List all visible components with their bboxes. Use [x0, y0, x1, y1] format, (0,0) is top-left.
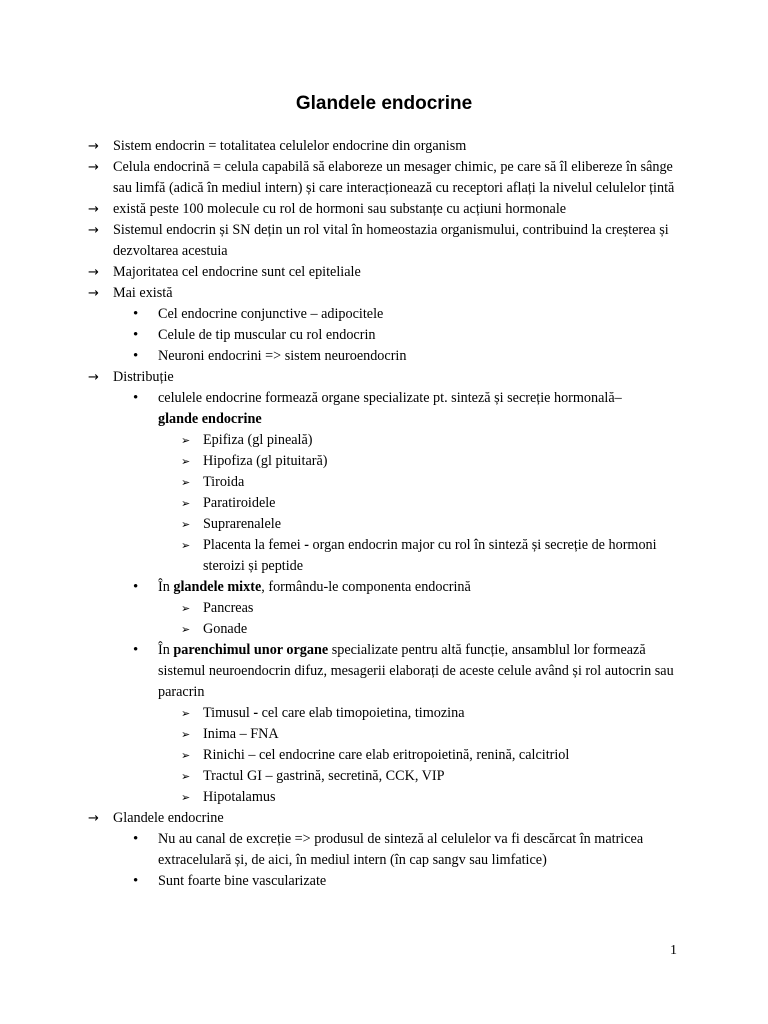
item-text: , formându-le componenta endocrină	[261, 579, 471, 595]
list-item	[88, 724, 688, 745]
item-text: există peste 100 molecule cu rol de hormoni sau substanțe cu acțiuni hormonale	[113, 201, 567, 217]
item-text: Mai există	[113, 285, 173, 301]
item-text: celulele endocrine formează organe specializate pt. sinteză și secreție hormonală–	[158, 390, 622, 406]
item-text: Sunt foarte bine vascularizate	[158, 873, 327, 889]
item-text: Inima – FNA	[203, 726, 279, 742]
arrowhead-icon: ➢	[181, 770, 191, 783]
list-item	[88, 451, 688, 472]
arrowhead-icon: ➢	[181, 539, 191, 552]
arrow-icon: →	[88, 160, 99, 175]
item-text: Gonade	[203, 621, 248, 637]
list-item	[88, 640, 688, 703]
item-text: În	[158, 642, 174, 658]
item-text: organ endocrin major cu rol în sinteză și secreție de hormoni steroizi și peptide	[203, 537, 657, 574]
arrowhead-icon: ➢	[181, 497, 191, 510]
item-text: Sistem endocrin = totalitatea celulelor endocrine din organism	[113, 138, 467, 154]
list-item	[88, 514, 688, 535]
list-item	[88, 766, 688, 787]
item-bold-text: parenchimul unor organe	[173, 642, 329, 658]
item-text: Epifiza (gl pineală)	[203, 432, 313, 448]
item-text: Tractul GI – gastrină, secretină, CCK, VIP	[203, 768, 445, 784]
bullet-icon: •	[133, 390, 139, 406]
list-item	[88, 535, 688, 577]
item-bold-text: glandele mixte	[173, 579, 262, 595]
list-item	[88, 283, 688, 304]
list-item	[88, 577, 688, 598]
bullet-icon: •	[133, 306, 139, 322]
item-text: cel care elab timopoietina, timozina	[261, 705, 465, 721]
item-text: Timusul	[203, 705, 250, 721]
list-item	[88, 304, 688, 325]
item-bold-text: -	[300, 537, 313, 553]
arrowhead-icon: ➢	[181, 749, 191, 762]
item-text: Pancreas	[203, 600, 254, 616]
item-text: Hipotalamus	[203, 789, 276, 805]
list-item	[88, 199, 688, 220]
arrowhead-icon: ➢	[181, 476, 191, 489]
arrowhead-icon: ➢	[181, 455, 191, 468]
arrowhead-icon: ➢	[181, 707, 191, 720]
item-text: Distribuție	[113, 369, 174, 385]
item-text: Hipofiza (gl pituitară)	[203, 453, 328, 469]
item-text: Tiroida	[203, 474, 245, 490]
arrow-icon: →	[88, 811, 99, 826]
item-text: Celula endocrină = celula capabilă să elaboreze un mesager chimic, pe care să îl elibereze în sânge sau limfă (adică în mediul intern) și care interacționează cu receptori aflați la nivelul celulelor țintă	[113, 159, 675, 196]
list-item	[88, 388, 688, 430]
arrow-icon: →	[88, 202, 99, 217]
list-item	[88, 493, 688, 514]
arrowhead-icon: ➢	[181, 434, 191, 447]
list-item	[88, 262, 688, 283]
item-text: Rinichi – cel endocrine care elab eritropoietină, renină, calcitriol	[203, 747, 570, 763]
list-item	[88, 871, 688, 892]
list-item	[88, 787, 688, 808]
list-item	[88, 430, 688, 451]
bullet-icon: •	[133, 831, 139, 847]
list-item	[88, 829, 688, 871]
bullet-icon: •	[133, 873, 139, 889]
list-item	[88, 367, 688, 388]
item-text: Placenta la femei	[203, 537, 301, 553]
list-item	[88, 220, 688, 262]
list-item	[88, 325, 688, 346]
bullet-icon: •	[133, 579, 139, 595]
item-text: Suprarenalele	[203, 516, 281, 532]
page-title: Glandele endocrine	[295, 93, 473, 114]
bullet-icon: •	[133, 327, 139, 343]
list-item	[88, 598, 688, 619]
item-bold-text: -	[249, 705, 262, 721]
list-item	[88, 472, 688, 493]
arrowhead-icon: ➢	[181, 728, 191, 741]
list-item	[88, 745, 688, 766]
item-text: Glandele endocrine	[113, 810, 224, 826]
list-item	[88, 703, 688, 724]
arrow-icon: →	[88, 223, 99, 238]
item-text: Majoritatea cel endocrine sunt cel epiteliale	[113, 264, 361, 280]
bullet-icon: •	[133, 348, 139, 364]
list-item	[88, 136, 688, 157]
arrowhead-icon: ➢	[181, 518, 191, 531]
arrow-icon: →	[88, 139, 99, 154]
item-text: specializate pentru altă funcție, ansamblul lor formează sistemul neuroendocrin difuz, mesagerii elaborați de aceste celule având și rol autocrin sau paracrin	[158, 642, 674, 700]
arrowhead-icon: ➢	[181, 623, 191, 636]
arrow-icon: →	[88, 370, 99, 385]
page-number: 1	[670, 943, 677, 958]
document-body	[88, 136, 688, 892]
list-item	[88, 619, 688, 640]
bullet-icon: •	[133, 642, 139, 658]
item-text: Neuroni endocrini => sistem neuroendocrin	[158, 348, 407, 364]
arrow-icon: →	[88, 265, 99, 280]
list-item	[88, 808, 688, 829]
item-text: În	[158, 579, 174, 595]
item-bold-text: glande endocrine	[158, 411, 262, 427]
item-text: Paratiroidele	[203, 495, 276, 511]
item-text: Sistemul endocrin și SN dețin un rol vital în homeostazia organismului, contribuind la creșterea și dezvoltarea acestuia	[113, 222, 669, 259]
item-text: Celule de tip muscular cu rol endocrin	[158, 327, 376, 343]
arrow-icon: →	[88, 286, 99, 301]
arrowhead-icon: ➢	[181, 791, 191, 804]
item-text: Nu au canal de excreție => produsul de sinteză al celulelor va fi descărcat în matricea extracelulară și, de aici, în mediul intern (în cap sangv sau limfatice)	[158, 831, 644, 868]
list-item	[88, 346, 688, 367]
arrowhead-icon: ➢	[181, 602, 191, 615]
item-text: Cel endocrine conjunctive – adipocitele	[158, 306, 384, 322]
list-item	[88, 157, 688, 199]
